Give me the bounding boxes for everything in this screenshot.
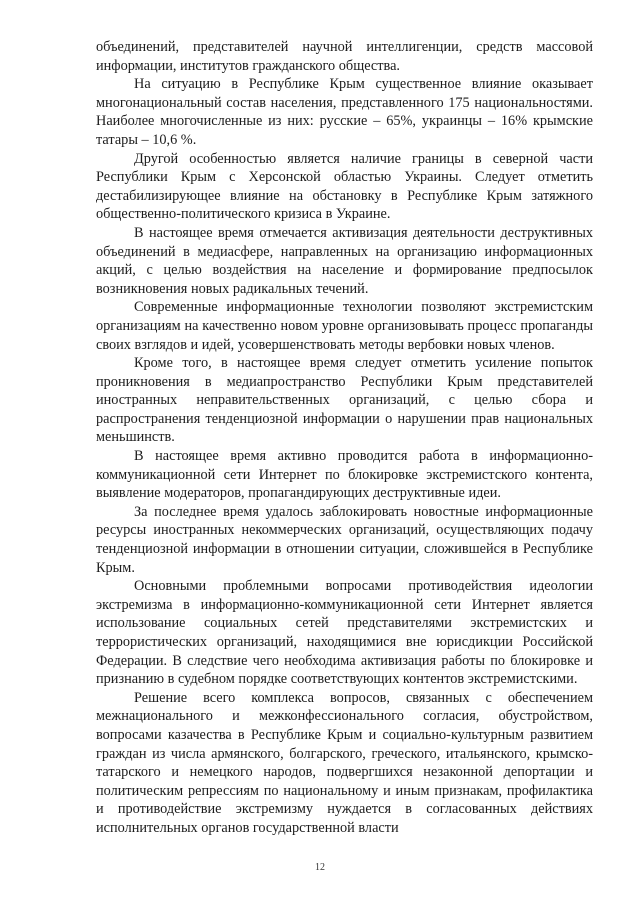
document-body [96, 38, 593, 838]
paragraph-1: объединений, представителей научной интеллигенции, средств массовой информации, институтов гражданского общества. [96, 39, 593, 74]
page-number: 12 [315, 862, 325, 873]
paragraph-6: Кроме того, в настоящее время следует отметить усиление попыток проникновения в медиапространство Республики Крым представителей иностранных неправительственных организаций, с целью сбора и распространения тенденциозной информации о нарушении прав национальных меньшинств. [96, 355, 593, 446]
paragraph-8: За последнее время удалось заблокировать новостные информационные ресурсы иностранных некоммерческих организаций, осуществляющих подачу тенденциозной информации в отношении ситуации, сложившейся в Республике Крым. [96, 503, 593, 576]
paragraph-7: В настоящее время активно проводится работа в информационно-коммуникационной сети Интернет по блокировке экстремистского контента, выявление модераторов, пропагандирующих деструктивные идеи. [96, 448, 593, 502]
paragraph-10: Решение всего комплекса вопросов, связанных с обеспечением межнационального и межконфессионального согласия, обустройством, вопросами казачества в Республике Крым и социально-культурным развитием граждан из числа армянского, болгарского, греческого, итальянского, крымско-татарского и немецкого народов, подвергшихся незаконной депортации и политическим репрессиям по национальному и иным признакам, профилактика и противодействие экстремизму нуждается в согласованных действиях исполнительных органов государственной власти [96, 689, 593, 836]
paragraph-5: Современные информационные технологии позволяют экстремистским организациям на качественно новом уровне организовывать процесс пропаганды своих взглядов и идей, усовершенствовать методы вербовки новых членов. [96, 299, 593, 353]
paragraph-3: Другой особенностью является наличие границы в северной части Республики Крым с Херсонской областью Украины. Следует отметить дестабилизирующее влияние на обстановку в Республике Крым затяжного общественно-политического кризиса в Украине. [96, 150, 593, 223]
paragraph-9: Основными проблемными вопросами противодействия идеологии экстремизма в информационно-коммуникационной сети Интернет является использование социальных сетей представителями экстремистских и террористических организаций, находящимися вне юрисдикции Российской Федерации. В следствие чего необходима активизация работы по блокировке и признанию в судебном порядке соответствующих контентов экстремистскими. [96, 578, 593, 688]
paragraph-4: В настоящее время отмечается активизация деятельности деструктивных объединений в медиасфере, направленных на организацию информационных акций, с целью воздействия на население и формирование предпосылок возникновения новых радикальных течений. [96, 224, 593, 297]
paragraph-2: На ситуацию в Республике Крым существенное влияние оказывает многонациональный состав населения, представленного 175 национальностями. Наиболее многочисленные из них: русские – 65%, украинцы – 16% крымские татары – 10,6 %. [96, 76, 593, 148]
